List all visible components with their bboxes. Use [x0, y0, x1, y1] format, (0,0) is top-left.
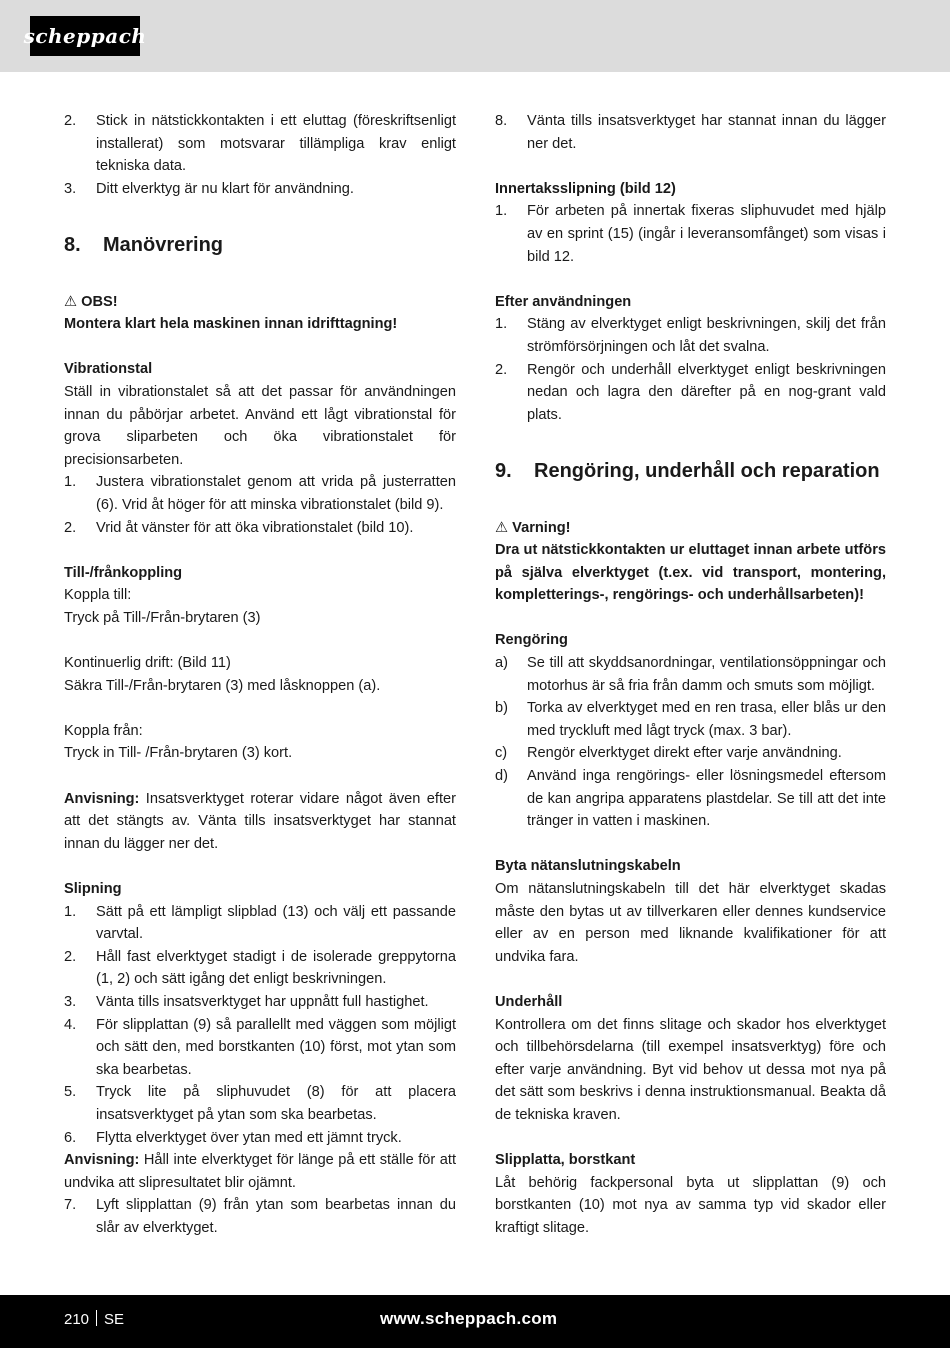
- website-url[interactable]: www.scheppach.com: [380, 1309, 558, 1328]
- list-item: [64, 178, 456, 201]
- subheading-cable: Byta nätanslutningskabeln: [495, 858, 681, 875]
- list-text: Tryck lite på sliphuvudet (8) för att placera insatsverktyget på ytan som ska bearbetas.: [96, 1084, 456, 1123]
- list-text: För arbeten på innertak fixeras sliphuvudet med hjälp av en sprint (15) (ingår i leveransomfånget) som visas i bild 12.: [527, 203, 886, 265]
- warning-triangle-icon: ⚠: [64, 293, 78, 310]
- list-text: Använd inga rengörings- eller lösningsmedel eftersom de kan angripa apparatens plastdelar. Se till att det inte tränger in vatten i maskinen.: [527, 768, 886, 830]
- list-item: [64, 517, 456, 540]
- list-text: Ditt elverktyg är nu klart för användning.: [96, 180, 354, 197]
- note-label: Anvisning:: [64, 1152, 140, 1169]
- section-title: Rengöring, underhåll och reparation: [534, 459, 880, 482]
- list-item: [64, 946, 456, 991]
- subheading-after-use: Efter användningen: [495, 293, 632, 310]
- note-text: Insatsverktyget roterar vidare något även efter att det stängts av. Vänta tills insatsverktyget har stannat innan du lägger ner det.: [64, 790, 456, 852]
- list-item: [495, 652, 886, 697]
- scheppach-logo: scheppach: [30, 16, 140, 56]
- section-heading-9: [495, 449, 886, 494]
- list-item: [64, 901, 456, 946]
- list-number: 2.: [64, 519, 77, 536]
- list-text: Stäng av elverktyget enligt beskrivningen, skilj det från strömförsörjningen och låt det svalna.: [527, 316, 886, 355]
- list-item: [495, 359, 886, 427]
- list-number: 3.: [64, 993, 77, 1010]
- list-item: [64, 110, 456, 178]
- language-code: SE: [104, 1311, 125, 1328]
- right-column: [495, 110, 886, 1240]
- list-item: [64, 1194, 456, 1239]
- subheading-vibration: Vibrationstal: [64, 361, 153, 378]
- list-text: Stick in nätstickkontakten i ett eluttag (föreskriftsenligt installerat) som motsvarar tillämpliga krav enligt tekniska data.: [96, 113, 456, 175]
- list-text: Torka av elverktyget med en ren trasa, eller blås ur den med tryckluft med lågt tryck (max. 3 bar).: [527, 700, 886, 739]
- list-number: 1.: [64, 903, 77, 920]
- obs-heading: [64, 291, 456, 314]
- list-number: a): [495, 655, 508, 672]
- list-item: [495, 110, 886, 155]
- note-paragraph: [64, 788, 456, 856]
- paragraph: Tryck in Till- /Från-brytaren (3) kort.: [64, 745, 293, 762]
- list-number: 7.: [64, 1197, 77, 1214]
- warning-label: Varning!: [512, 519, 571, 536]
- subheading-sanding-pad: Slipplatta, borstkant: [495, 1152, 636, 1169]
- warning-heading: [495, 517, 886, 540]
- footer-divider: [96, 1310, 97, 1326]
- list-text: Vänta tills insatsverktyget har uppnått full hastighet.: [96, 993, 429, 1010]
- page-footer: [0, 1295, 950, 1348]
- list-item: [64, 991, 456, 1014]
- section-number: 9.: [495, 459, 512, 482]
- list-text: Se till att skyddsanordningar, ventilationsöppningar och motorhus är så fria från damm och smuts som möjligt.: [527, 655, 886, 694]
- list-text: Vänta tills insatsverktyget har stannat innan du lägger ner det.: [527, 113, 886, 152]
- list-number: 2.: [495, 361, 508, 378]
- left-column: [64, 110, 456, 1240]
- section-title: Manövrering: [103, 233, 224, 256]
- subheading-maintenance: Underhåll: [495, 993, 563, 1010]
- list-number: c): [495, 745, 508, 762]
- list-item: [495, 697, 886, 742]
- paragraph: Om nätanslutningskabeln till det här elverktyget skadas måste den bytas ut av tillverkaren eller dennes kundservice eller av en person med liknande kvalifikationer för att undvika fara.: [495, 881, 886, 965]
- list-item: [495, 313, 886, 358]
- subheading-switch: Till-/frånkoppling: [64, 564, 183, 581]
- list-text: Lyft slipplattan (9) från ytan som bearbetas innan du slår av elverktyget.: [96, 1197, 456, 1236]
- note-text: Håll inte elverktyget för länge på ett ställe för att undvika att slipresultatet blir ojämnt.: [64, 1152, 456, 1191]
- list-text: För slipplattan (9) så parallellt med väggen som möjligt och sätt den, med borstkanten (10) först, mot ytan som ska bearbetas.: [96, 1016, 456, 1078]
- list-number: 3.: [64, 180, 77, 197]
- list-number: 4.: [64, 1016, 77, 1033]
- paragraph: Säkra Till-/Från-brytaren (3) med låsknoppen (a).: [64, 677, 381, 694]
- paragraph: Koppla till:: [64, 587, 132, 604]
- warning-text: Dra ut nätstickkontakten ur eluttaget innan arbete utförs på själva elverktyget (t.ex. vid transport, montering, kompletterings-, rengörings- och underhållsarbeten)!: [495, 542, 886, 604]
- section-number: 8.: [64, 233, 81, 256]
- list-text: Håll fast elverktyget stadigt i de isolerade greppytorna (1, 2) och sätt igång det enligt beskrivningen.: [96, 948, 456, 988]
- list-text: Rengör elverktyget direkt efter varje användning.: [527, 745, 842, 762]
- list-item: [495, 765, 886, 833]
- list-number: 1.: [495, 316, 508, 333]
- page-number: [64, 1309, 124, 1331]
- list-item: [64, 1081, 456, 1126]
- subheading-grinding: Slipning: [64, 881, 122, 897]
- paragraph: Kontrollera om det finns slitage och skador hos elverktyget och tillbehörsdelarna (till exempel insatsverktyg) före och efter varje användning. Byt vid behov ut dessa mot nya på det sätt som beskrivs i denna instruktionsmanual. Beakta då de tekniska kraven.: [495, 1016, 886, 1123]
- note-label: Anvisning:: [64, 790, 140, 807]
- list-text: Rengör och underhåll elverktyget enligt beskrivningen nedan och lagra den därefter på en nog-grant vald plats.: [527, 361, 886, 423]
- paragraph: Ställ in vibrationstalet så att det passar för användningen innan du påbörjar arbetet. Använd ett lågt vibrationstal för grova sliparbeten och öka vibrationstalet för precisionsarbeten.: [64, 383, 456, 468]
- obs-label: OBS!: [81, 293, 118, 310]
- obs-text: Montera klart hela maskinen innan idrifttagning!: [64, 316, 398, 333]
- list-text: Justera vibrationstalet genom att vrida på justerratten (6). Vrid åt höger för att minska vibrationstalet (bild 9).: [96, 474, 456, 513]
- list-number: 1.: [64, 474, 77, 491]
- page-number-value: 210: [64, 1311, 90, 1328]
- paragraph: Tryck på Till-/Från-brytaren (3): [64, 609, 261, 626]
- paragraph: Koppla från:: [64, 722, 143, 739]
- list-text: Flytta elverktyget över ytan med ett jämnt tryck.: [96, 1129, 402, 1146]
- list-number: 2.: [64, 948, 77, 965]
- paragraph: Låt behörig fackpersonal byta ut slipplattan (9) och borstkanten (10) mot nya av samma typ vid skador eller kraftigt slitage.: [495, 1174, 886, 1236]
- list-number: 1.: [495, 203, 508, 220]
- list-text: Vrid åt vänster för att öka vibrationstalet (bild 10).: [96, 519, 414, 536]
- list-number: 5.: [64, 1084, 77, 1101]
- list-item: [495, 200, 886, 268]
- list-item: [495, 742, 886, 765]
- page-header: [0, 0, 950, 72]
- paragraph: Kontinuerlig drift: (Bild 11): [64, 655, 231, 672]
- subheading-cleaning: Rengöring: [495, 632, 568, 649]
- note-paragraph: [64, 1149, 456, 1194]
- list-item: [64, 471, 456, 516]
- list-number: d): [495, 768, 508, 785]
- warning-triangle-icon: ⚠: [495, 519, 509, 536]
- list-item: [64, 1127, 456, 1150]
- list-number: b): [495, 700, 508, 717]
- list-number: 8.: [495, 113, 508, 129]
- list-number: 2.: [64, 113, 77, 129]
- section-heading-8: [64, 223, 456, 268]
- list-text: Sätt på ett lämpligt slipblad (13) och välj ett passande varvtal.: [96, 903, 456, 943]
- subheading-ceiling: Innertaksslipning (bild 12): [495, 180, 676, 197]
- list-item: [64, 1014, 456, 1082]
- list-number: 6.: [64, 1129, 77, 1146]
